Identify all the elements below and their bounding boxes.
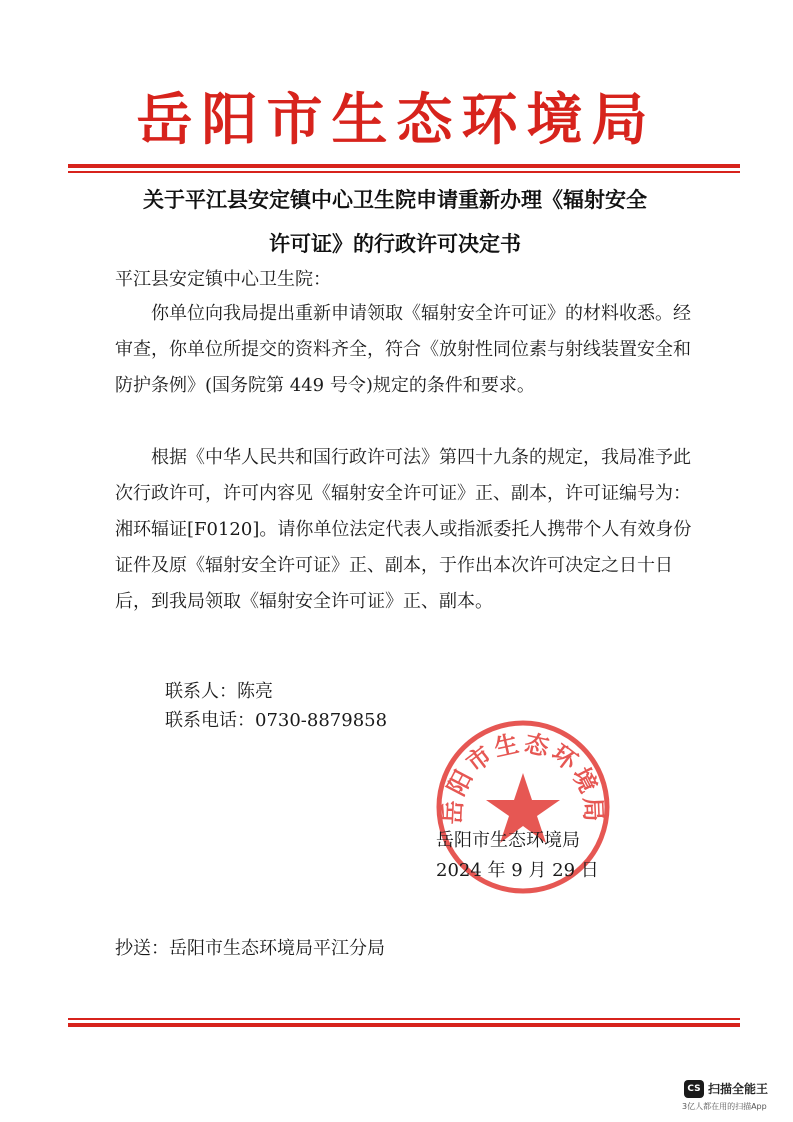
contact-phone: 联系电话：0730-8879858 <box>165 710 388 731</box>
scanner-watermark <box>676 1078 786 1118</box>
footer-divider-thin <box>68 1018 740 1020</box>
header-divider-thin <box>68 171 740 173</box>
issue-date: 2024 年 9 月 29 日 <box>436 860 599 881</box>
seal-text: 岳阳市生态环境局 <box>437 727 609 826</box>
addressee: 平江县安定镇中心卫生院： <box>115 269 331 290</box>
watermark-app-name: 扫描全能王 <box>708 1082 769 1096</box>
document-title-line-2: 许可证》的行政许可决定书 <box>269 232 521 256</box>
issuing-authority: 岳阳市生态环境局 <box>436 830 580 851</box>
paragraph-2: 根据《中华人民共和国行政许可法》第四十九条的规定，我局准予此次行政许可，许可内容见《辐射安全许可证》正、副本，许可证编号为：湘环辐证[F0120]。请你单位法定代表人或指派委托人携带个人有效身份证件及原《辐射安全许可证》正、副本，于作出本次许可决定之日十日后，到我局领取《辐射安全许可证》正、副本。 <box>115 447 692 612</box>
document-title-line-1: 关于平江县安定镇中心卫生院申请重新办理《辐射安全 <box>143 188 647 212</box>
cc-line: 抄送：岳阳市生态环境局平江分局 <box>115 938 385 959</box>
header-divider-thick <box>68 164 740 168</box>
contact-person: 联系人：陈亮 <box>165 681 273 702</box>
camscanner-logo-icon: CS <box>684 1080 704 1098</box>
document-title <box>90 178 700 266</box>
agency-header-title: 岳阳市生态环境局 <box>136 87 657 153</box>
footer-divider-thick <box>68 1023 740 1027</box>
paragraph-1: 你单位向我局提出重新申请领取《辐射安全许可证》的材料收悉。经审查，你单位所提交的资料齐全，符合《放射性同位素与射线装置安全和防护条例》(国务院第 449 号令)规定的条件和要求。 <box>115 303 691 396</box>
watermark-tagline: 3亿人都在用的扫描App <box>682 1102 767 1111</box>
